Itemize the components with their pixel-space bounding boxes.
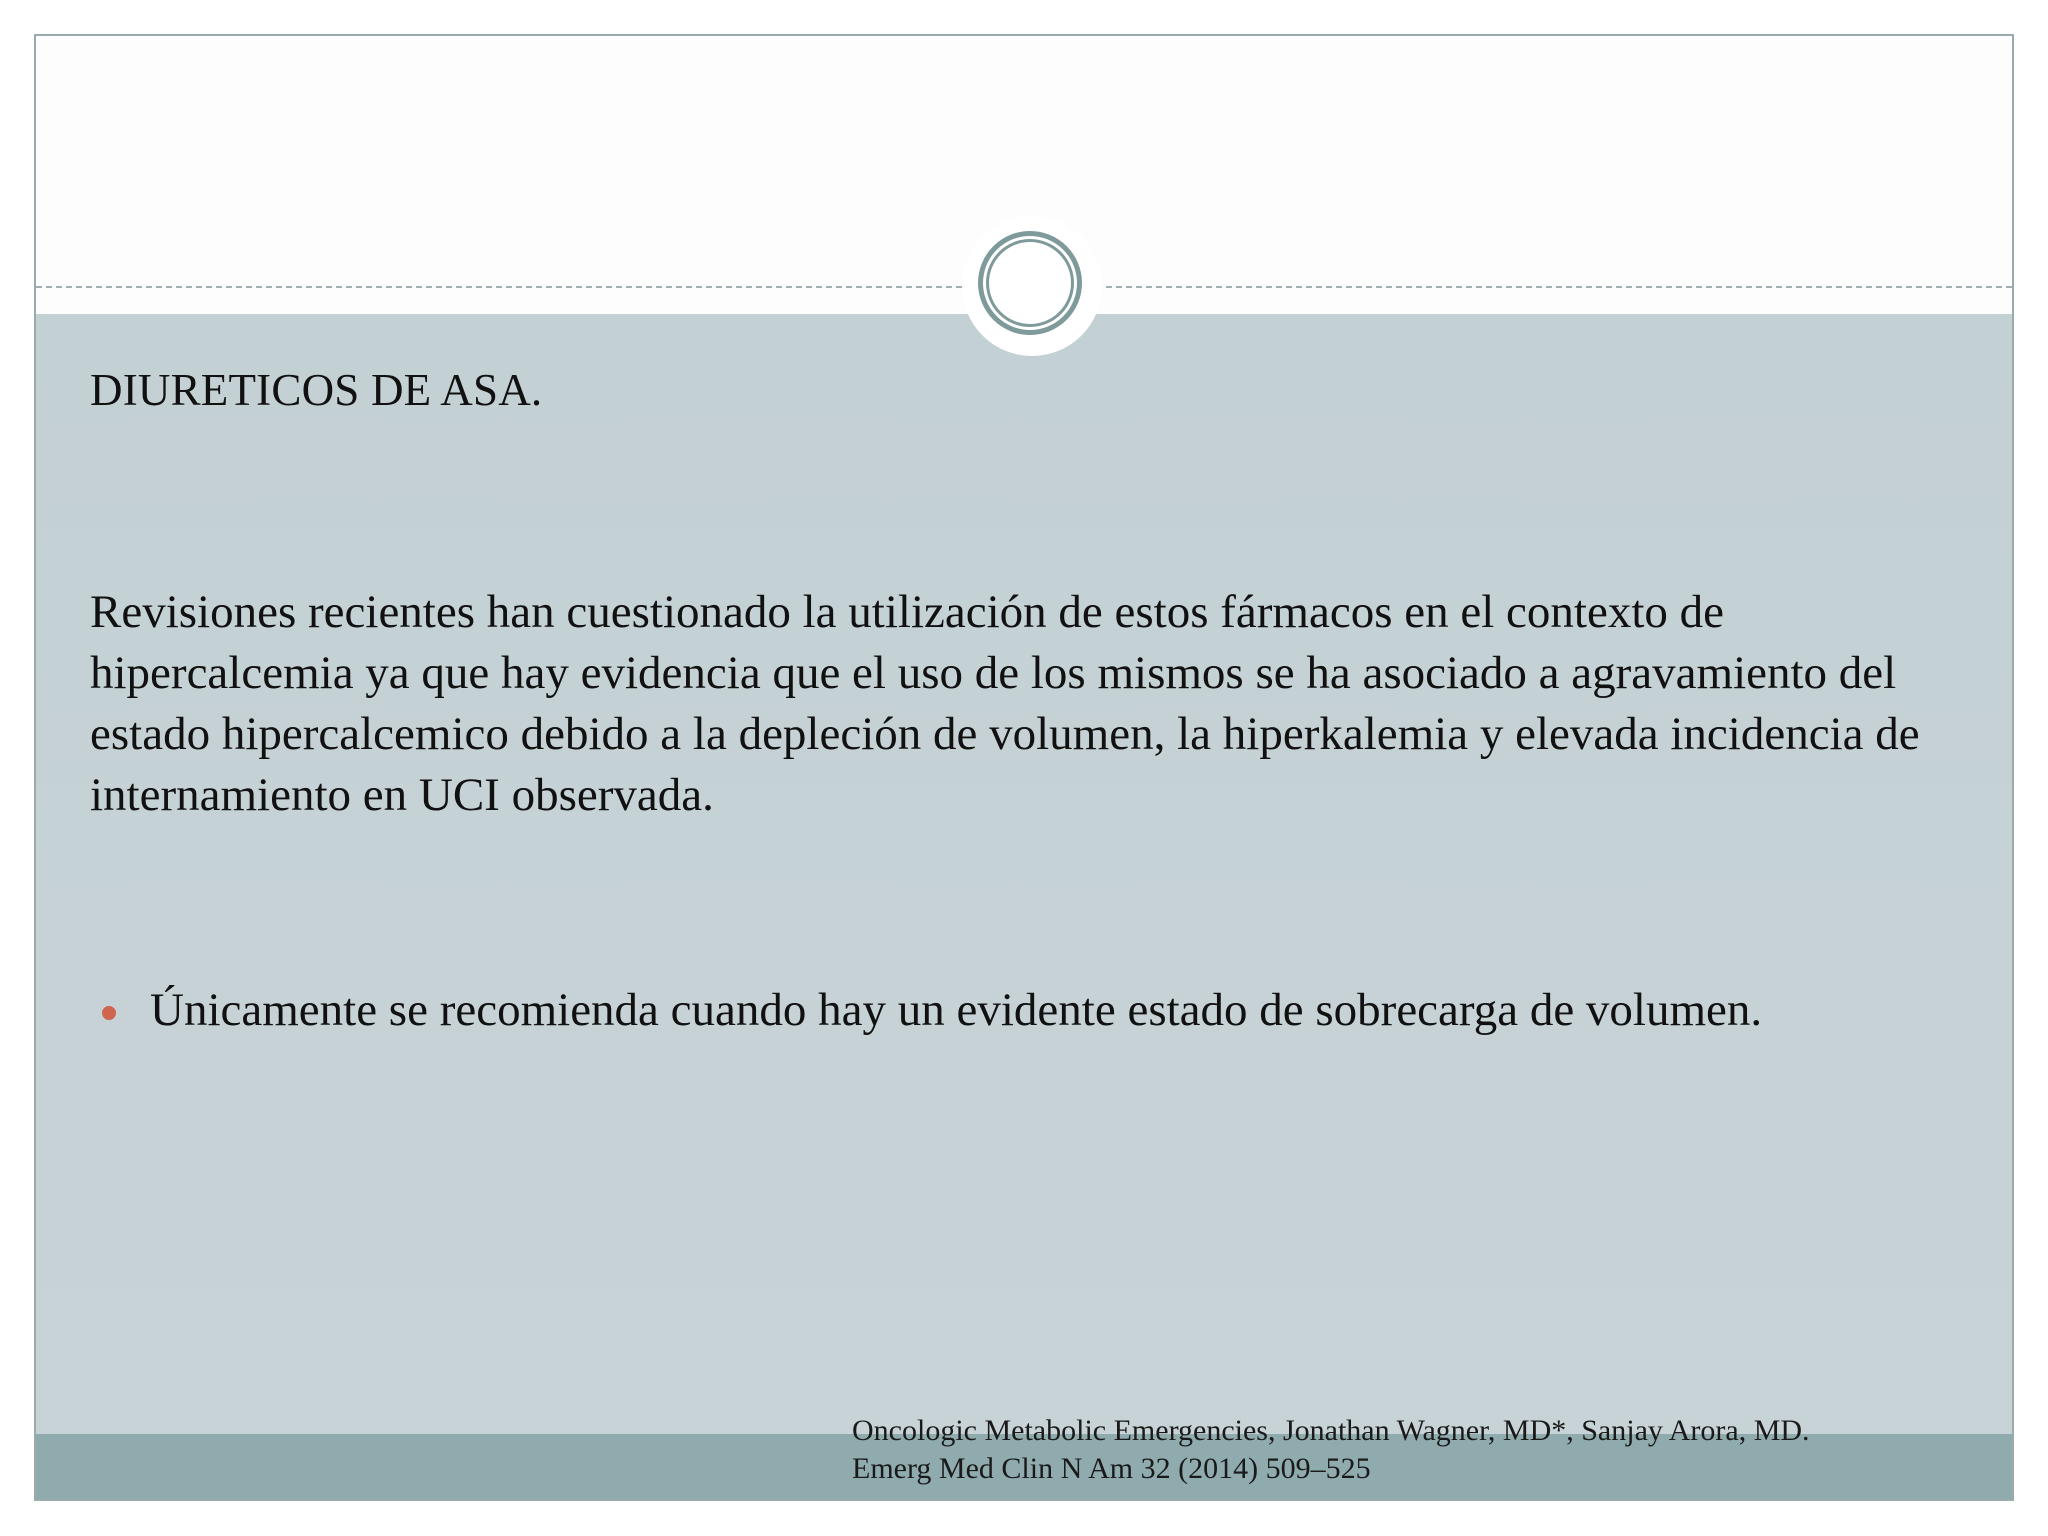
bullet-dot-icon [102, 1006, 116, 1020]
slide-body-panel [36, 314, 2012, 1468]
citation-line-1: Oncologic Metabolic Emergencies, Jonathan Wagner, MD*, Sanjay Arora, MD. [852, 1414, 1810, 1447]
bullet-text: Únicamente se recomienda cuando hay un evidente estado de sobrecarga de volumen. [150, 984, 1763, 1036]
citation [852, 1412, 2002, 1488]
circle-ornament-inner-ring [986, 239, 1074, 327]
slide [34, 34, 2014, 1501]
citation-line-2: Emerg Med Clin N Am 32 (2014) 509–525 [852, 1452, 1371, 1485]
bullet-list-item [90, 980, 1970, 1041]
body-paragraph: Revisiones recientes han cuestionado la utilización de estos fármacos en el contexto de hipercalcemia ya que hay evidencia que el uso de los mismos se ha asociado a agravamiento del estado hipercalcemico debido a la depleción de volumen, la hiperkalemia y elevada incidencia de internamiento en UCI observada. [90, 586, 1920, 821]
slide-title: DIURETICOS DE ASA. [90, 365, 543, 415]
